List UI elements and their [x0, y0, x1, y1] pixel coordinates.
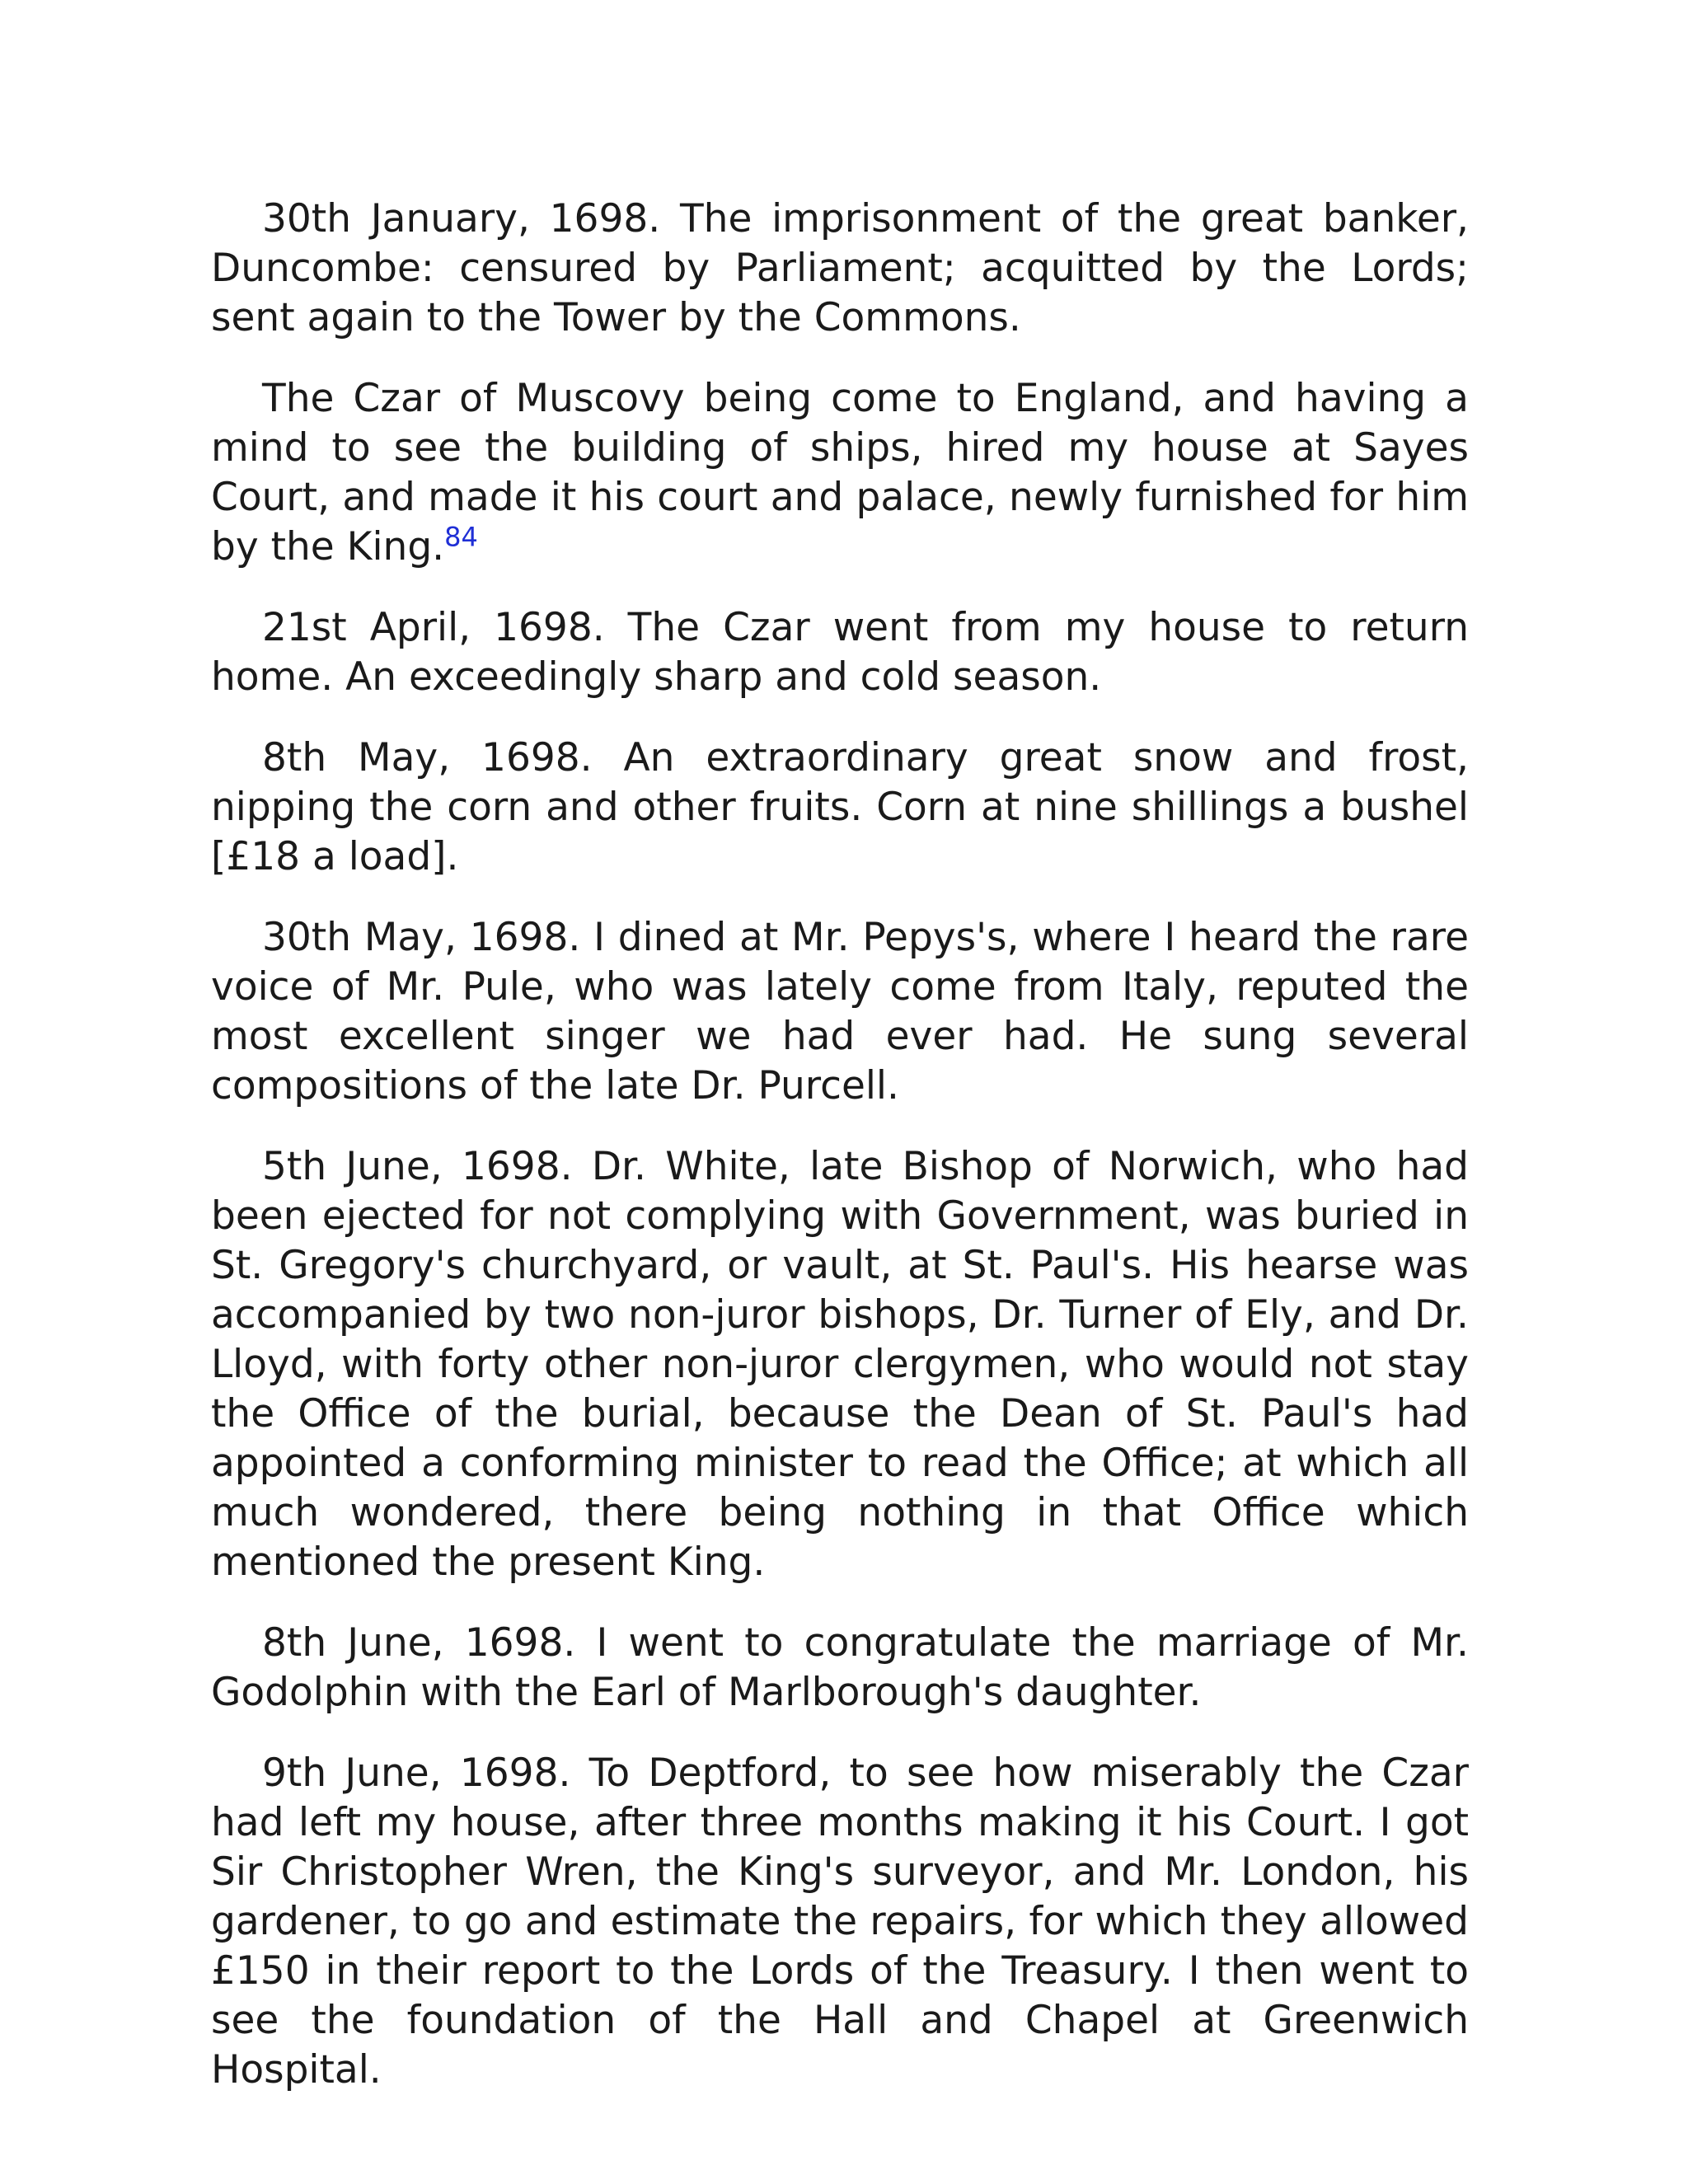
diary-entry-1698-06-08 — [211, 1619, 1469, 1718]
diary-page — [211, 194, 1469, 2126]
entry-text: 8th June, 1698. I went to congratulate the marriage of Mr. Godolphin with the Earl of Marlborough's daughter. — [211, 1620, 1469, 1715]
diary-entry-1698-06-09 — [211, 1749, 1469, 2095]
entry-text: 30th May, 1698. I dined at Mr. Pepys's, where I heard the rare voice of Mr. Pule, who was lately come from Italy, reputed the most excellent singer we had ever had. He sung several compositions of the late Dr. Purcell. — [211, 915, 1469, 1108]
footnote-link-84[interactable]: 84 — [444, 521, 478, 553]
entry-text: 21st April, 1698. The Czar went from my house to return home. An exceedingly sharp and cold season. — [211, 605, 1469, 700]
entry-text: The Czar of Muscovy being come to England, and having a mind to see the building of ships, hired my house at Sayes Court, and made it his court and palace, newly furnished for him by the King. — [211, 376, 1469, 569]
diary-entry-1698-05-30 — [211, 913, 1469, 1111]
entry-text: 5th June, 1698. Dr. White, late Bishop of Norwich, who had been ejected for not complying with Government, was buried in St. Gregory's churchyard, or vault, at St. Paul's. His hearse was accompanied by two non-juror bishops, Dr. Turner of Ely, and Dr. Lloyd, with forty other non-juror clergymen, who would not stay the Office of the burial, because the Dean of St. Paul's had appointed a conforming minister to read the Office; at which all much wondered, there being nothing in that Office which mentioned the present King. — [211, 1144, 1469, 1585]
diary-entry-1698-04-21 — [211, 603, 1469, 702]
entry-text: 30th January, 1698. The imprisonment of the great banker, Duncombe: censured by Parliament; acquitted by the Lords; sent again to the Tower by the Commons. — [211, 196, 1469, 340]
diary-entry-czar-arrival — [211, 374, 1469, 572]
diary-entry-1698-06-05 — [211, 1142, 1469, 1587]
entry-text: 8th May, 1698. An extraordinary great snow and frost, nipping the corn and other fruits. Corn at nine shillings a bushel [£18 a load]. — [211, 735, 1469, 879]
diary-entry-1698-01-30 — [211, 194, 1469, 343]
diary-entry-1698-05-08 — [211, 733, 1469, 882]
entry-text: 9th June, 1698. To Deptford, to see how miserably the Czar had left my house, after three months making it his Court. I got Sir Christopher Wren, the King's surveyor, and Mr. London, his gardener, to go and estimate the repairs, for which they allowed £150 in their report to the Lords of the Treasury. I then went to see the foundation of the Hall and Chapel at Greenwich Hospital. — [211, 1750, 1469, 2093]
